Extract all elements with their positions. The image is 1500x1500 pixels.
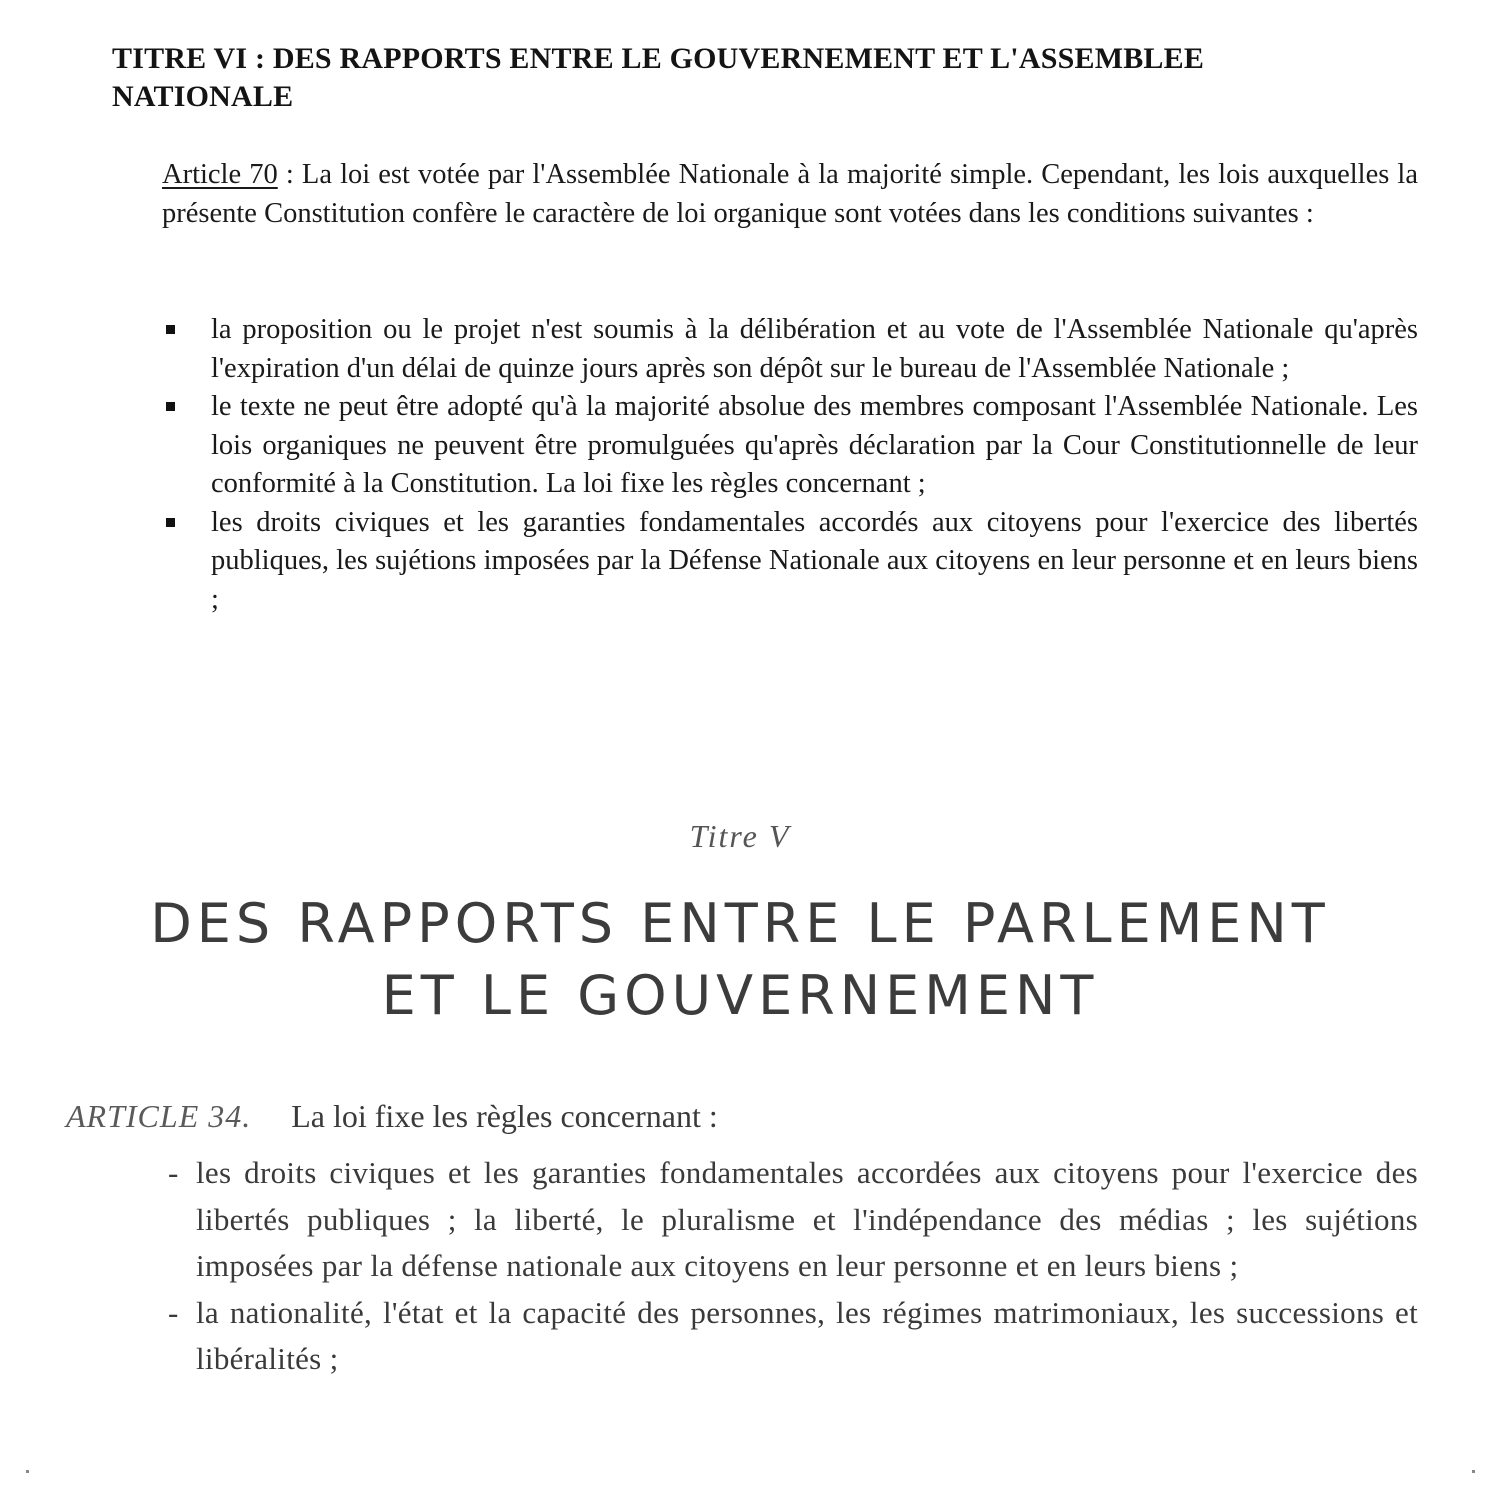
article-70-paragraph	[162, 156, 1418, 233]
article-70-label: Article 70	[162, 159, 278, 190]
scan-speck-left	[26, 1470, 29, 1473]
article-34-dash-list	[168, 1150, 1418, 1383]
bullet-text: la proposition ou le projet n'est soumis à la délibération et au vote de l'Assemblée Nationale qu'après l'expiration d'un délai de quinze jours après son dépôt sur le bureau de l'Assemblée Nationale ;	[211, 314, 1418, 384]
article-70-text: La loi est votée par l'Assemblée Nationale à la majorité simple. Cependant, les lois auxquelles la présente Constitution confère le caractère de loi organique sont votées dans les conditions suivantes :	[162, 159, 1418, 229]
list-item	[162, 311, 1418, 388]
scan-speck-right	[1472, 1470, 1475, 1473]
square-bullet-icon	[166, 518, 175, 527]
titre-v-heading-line-2: ET LE GOUVERNEMENT	[381, 964, 1099, 1027]
square-bullet-icon	[166, 402, 175, 411]
dash-item-text: les droits civiques et les garanties fondamentales accordées aux citoyens pour l'exercice des libertés publiques ; la liberté, le pluralisme et l'indépendance des médias ; les sujétions imposées par la défense nationale aux citoyens en leur personne et en leurs biens ;	[196, 1155, 1418, 1283]
bullet-text: le texte ne peut être adopté qu'à la majorité absolue des membres composant l'Assemblée Nationale. Les lois organiques ne peuvent être promulguées qu'après déclaration par la Cour Constitutionnelle de leur conformité à la Constitution. La loi fixe les règles concernant ;	[211, 391, 1418, 499]
article-70-bullet-list	[162, 311, 1418, 619]
dash-marker: -	[168, 1294, 179, 1330]
article-34-intro	[66, 1092, 1366, 1140]
list-item	[168, 1290, 1418, 1383]
titre-v-heading-line-1: DES RAPPORTS ENTRE LE PARLEMENT	[150, 892, 1330, 955]
list-item	[162, 504, 1418, 620]
list-item	[168, 1150, 1418, 1290]
dash-item-text: la nationalité, l'état et la capacité des personnes, les régimes matrimoniaux, les successions et libéralités ;	[196, 1294, 1418, 1376]
titre-v-heading	[40, 888, 1440, 1032]
titre-vi-heading: TITRE VI : DES RAPPORTS ENTRE LE GOUVERNEMENT ET L'ASSEMBLEE NATIONALE	[112, 42, 1205, 113]
titre-v-label: Titre V	[689, 818, 791, 854]
square-bullet-icon	[166, 325, 175, 334]
dash-marker: -	[168, 1155, 179, 1190]
list-item	[162, 388, 1418, 504]
bullet-text: les droits civiques et les garanties fondamentales accordés aux citoyens pour l'exercice des libertés publiques, les sujétions imposées par la Défense Nationale aux citoyens en leur personne et en leurs biens ;	[211, 506, 1418, 615]
article-34-label: ARTICLE 34.	[66, 1098, 252, 1134]
article-70-separator: :	[277, 159, 302, 190]
article-34-text: La loi fixe les règles concernant :	[291, 1098, 718, 1134]
